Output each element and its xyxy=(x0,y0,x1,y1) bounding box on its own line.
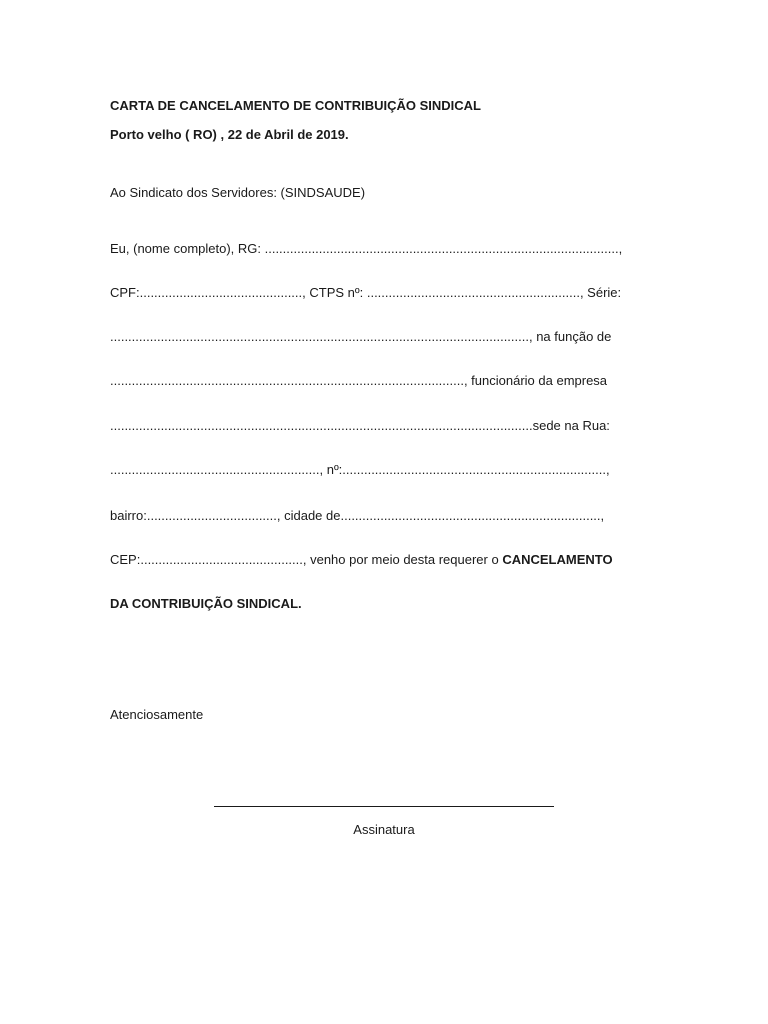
place-date: Porto velho ( RO) , 22 de Abril de 2019. xyxy=(110,127,349,142)
body-line-2: CPF:............................................., CTPS nº: ..........................................................., Série: xyxy=(110,285,622,300)
body-line-9: DA CONTRIBUIÇÃO SINDICAL. xyxy=(110,596,302,611)
signature-line xyxy=(214,806,554,807)
body-line-8-text: CEP:............................................., venho por meio desta requerer o xyxy=(110,552,503,567)
signature-label: Assinatura xyxy=(353,822,415,837)
body-line-5: .....................................................................................................................sede na Rua: xyxy=(110,418,610,433)
body-line-6: .........................................................., nº:........................................................................., xyxy=(110,462,610,477)
body-line-7: bairro:...................................., cidade de........................................................................, xyxy=(110,508,605,523)
body-line-8-bold: CANCELAMENTO xyxy=(502,552,613,567)
letter-title: CARTA DE CANCELAMENTO DE CONTRIBUIÇÃO SINDICAL xyxy=(110,98,481,113)
body-line-4: .................................................................................................., funcionário da empresa xyxy=(110,373,608,388)
closing: Atenciosamente xyxy=(110,707,204,722)
recipient: Ao Sindicato dos Servidores: (SINDSAUDE) xyxy=(110,185,366,200)
body-line-1: Eu, (nome completo), RG: .................................................................................................., xyxy=(110,241,623,256)
body-line-8 xyxy=(110,552,613,568)
body-line-3: ...................................................................................................................., na função de xyxy=(110,329,612,344)
